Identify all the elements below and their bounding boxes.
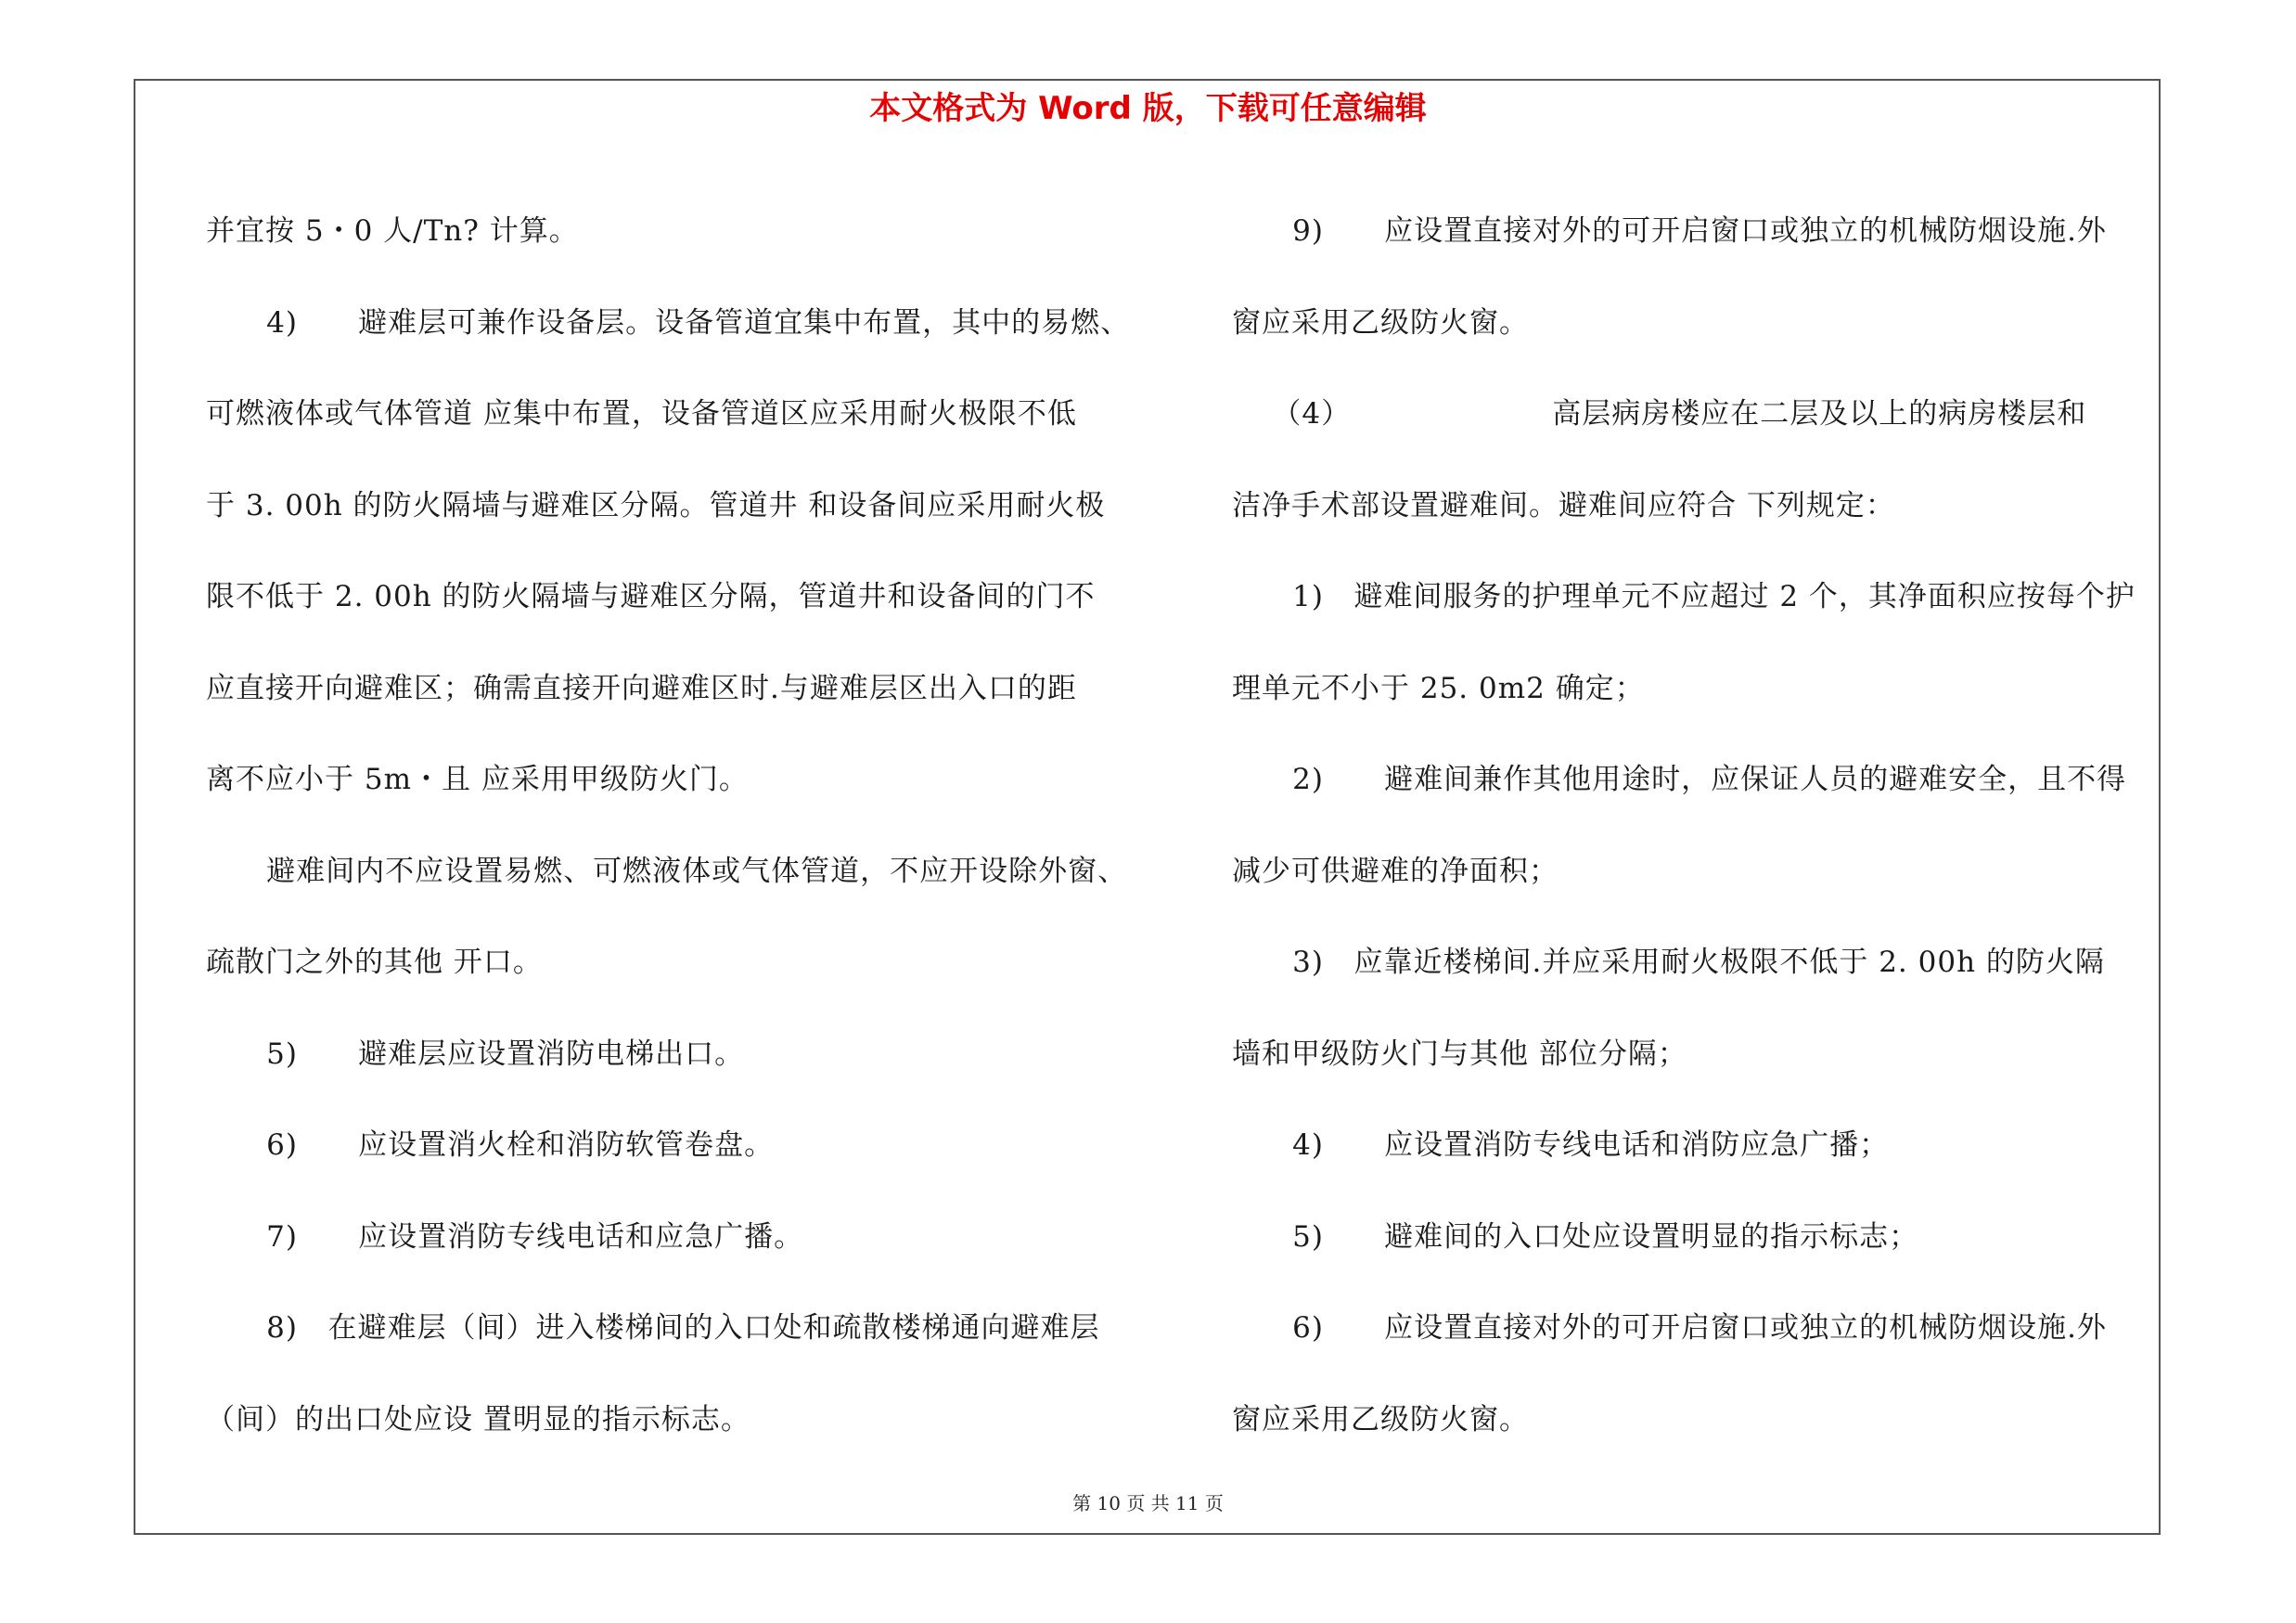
text-line: 限不低于 2. 00h 的防火隔墙与避难区分隔，管道井和设备间的门不 [206,580,1096,613]
text-line: 4) 应设置消防专线电话和消防应急广播； [1232,1128,1890,1162]
page-number: 第 10 页 共 11 页 [1072,1492,1224,1514]
text-line: 墙和甲级防火门与其他 部位分隔； [1232,1037,1687,1071]
text-line: 5) 避难间的入口处应设置明显的指示标志； [1232,1219,1919,1254]
text-line: 9) 应设置直接对外的可开启窗口或独立的机械防烟设施.外 [1232,214,2107,248]
text-line: 7) 应设置消防专线电话和应急广播。 [206,1219,804,1254]
text-line: 理单元不小于 25. 0m2 确定； [1232,671,1645,705]
text-line: 1) 避难间服务的护理单元不应超过 2 个，其净面积应按每个护 [1232,580,2136,613]
text-line: 3) 应靠近楼梯间.并应采用耐火极限不低于 2. 00h 的防火隔 [1232,946,2105,979]
document-banner: 本文格式为 Word 版，下载可任意编辑 [869,90,1427,127]
text-line: 应直接开向避难区；确需直接开向避难区时.与避难层区出入口的距 [206,671,1077,705]
text-line: 窗应采用乙级防火窗。 [1232,305,1529,340]
text-line: 可燃液体或气体管道 应集中布置，设备管道区应采用耐火极限不低 [206,397,1077,431]
text-line: 疏散门之外的其他 开口。 [206,946,543,979]
text-line: （间）的出口处应设 置明显的指示标志。 [206,1402,750,1436]
text-line: 5) 避难层应设置消防电梯出口。 [206,1037,745,1071]
right-column [1232,186,2160,1465]
text-line: 6) 应设置直接对外的可开启窗口或独立的机械防烟设施.外 [1232,1311,2107,1345]
left-column [206,186,1134,1465]
text-line: 8) 在避难层（间）进入楼梯间的入口处和疏散楼梯通向避难层 [206,1311,1100,1345]
text-line: 6) 应设置消火栓和消防软管卷盘。 [206,1128,775,1162]
text-line: 4) 避难层可兼作设备层。设备管道宜集中布置，其中的易燃、 [206,305,1131,340]
text-line: 于 3. 00h 的防火隔墙与避难区分隔。管道井 和设备间应采用耐火极 [206,488,1106,522]
text-line: 2) 避难间兼作其他用途时，应保证人员的避难安全，且不得 [1232,763,2127,796]
text-line: 窗应采用乙级防火窗。 [1232,1402,1529,1436]
text-line: 减少可供避难的净面积； [1232,854,1558,888]
text-line: 并宜按 5・0 人/Tn? 计算。 [206,214,579,248]
text-line: 洁净手术部设置避难间。避难间应符合 下列规定： [1232,488,1895,522]
text-line: （4） 高层病房楼应在二层及以上的病房楼层和 [1232,397,2087,431]
text-line: 避难间内不应设置易燃、可燃液体或气体管道，不应开设除外窗、 [206,854,1128,888]
text-line: 离不应小于 5m・且 应采用甲级防火门。 [206,763,749,796]
